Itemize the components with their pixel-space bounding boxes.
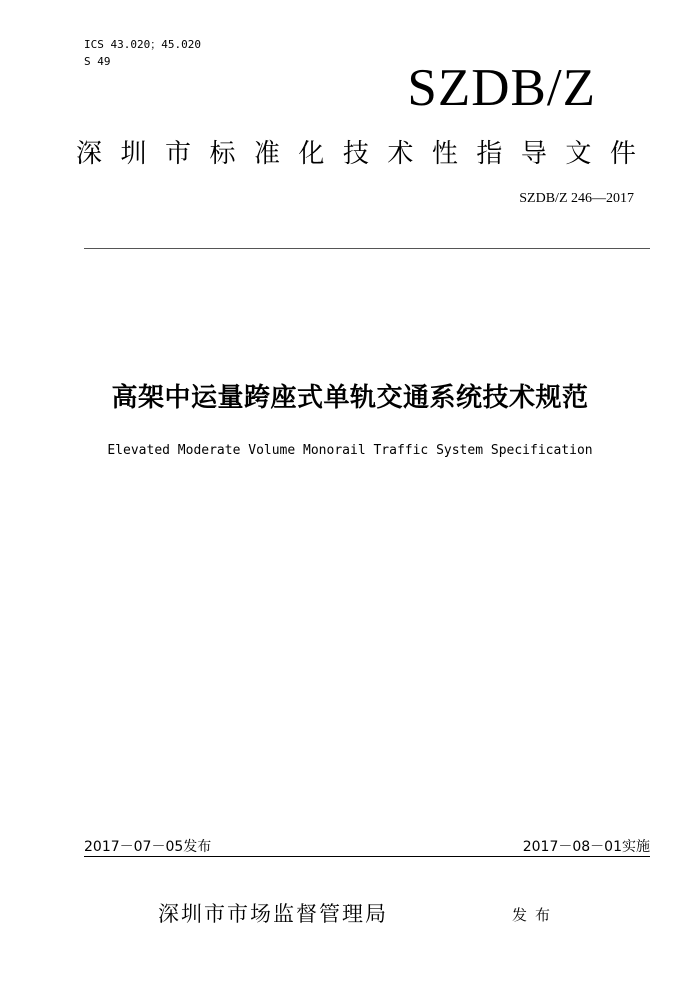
document-type-char: 技: [342, 139, 369, 169]
classification-code: S 49: [84, 55, 111, 68]
document-number: SZDB/Z 246—2017: [519, 191, 634, 206]
document-type-char: 导: [520, 139, 547, 169]
document-type-char: 指: [476, 139, 503, 169]
publish-date: 2017－07－05发布: [84, 839, 212, 855]
standard-code: SZDB/Z: [407, 59, 596, 117]
document-type-char: 文: [565, 139, 592, 169]
document-type-char: 圳: [120, 139, 147, 169]
document-type-char: 标: [209, 139, 236, 169]
document-type-char: 性: [431, 139, 458, 169]
title-english: Elevated Moderate Volume Monorail Traffic System Specification: [107, 443, 593, 458]
issue-label: 发布: [512, 906, 559, 924]
document-type-char: 准: [253, 139, 280, 169]
header-divider: [84, 248, 650, 249]
issuing-authority: 深圳市市场监督管理局: [158, 902, 388, 926]
document-type: [76, 138, 636, 170]
date-divider: [84, 856, 650, 857]
implementation-date: 2017－08－01实施: [522, 839, 650, 855]
document-type-char: 深: [76, 139, 103, 169]
document-type-char: 件: [609, 139, 636, 169]
document-type-char: 市: [164, 139, 191, 169]
title-chinese: 高架中运量跨座式单轨交通系统技术规范: [111, 383, 589, 413]
ics-code: ICS 43.020；45.020: [84, 38, 201, 51]
document-type-char: 术: [387, 139, 414, 169]
document-type-char: 化: [298, 139, 325, 169]
